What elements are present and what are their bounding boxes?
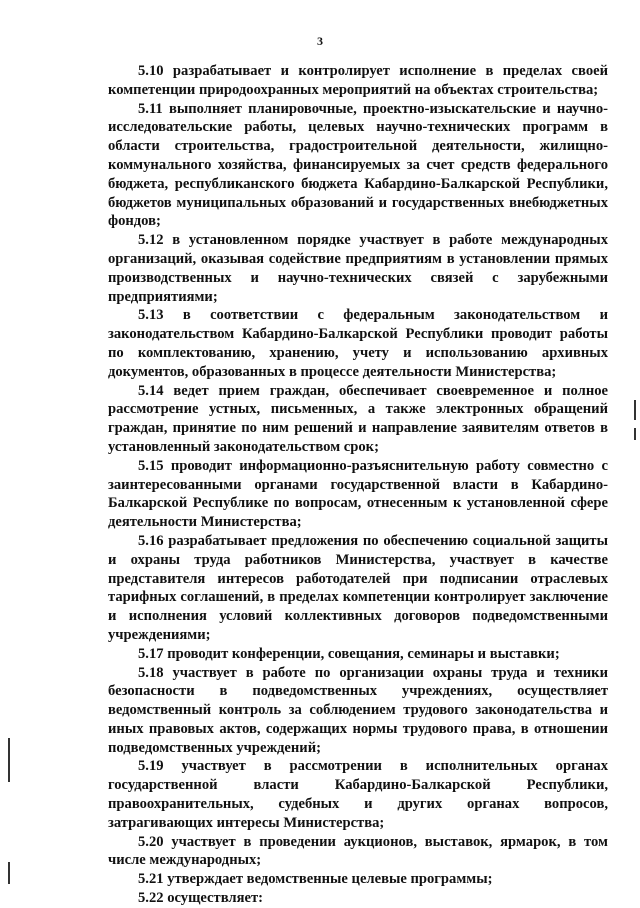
paragraph-5-19: 5.19 участвует в рассмотрении в исполнительных органах государственной власти Кабардино-Балкарской Республики, правоохранительных, судебных и других органах вопросов, затрагивающих интересы Министерства;: [108, 758, 608, 831]
paragraph-5-14: 5.14 ведет прием граждан, обеспечивает своевременное и полное рассмотрение устных, письменных, а также электронных обращений граждан, принятие по ним решений и направление заявителям ответов в установленный законодательством срок;: [108, 382, 608, 455]
paragraph-5-16: 5.16 разрабатывает предложения по обеспечению социальной защиты и охраны труда работников Министерства, участвует в качестве представителя интересов работодателей при подписании отраслевых тарифных соглашений, в пределах компетенции контролирует заключение и исполнения условий коллективных договоров подведомственными учреждениями;: [108, 532, 608, 643]
page-number: 3: [317, 34, 323, 48]
scan-edge-mark: [8, 862, 10, 884]
paragraph-5-12: 5.12 в установленном порядке участвует в работе международных организаций, оказывая содействие предприятиям в установлении прямых производственных и научно-технических связей с зарубежными предприятиями;: [108, 232, 608, 305]
paragraph-5-13: 5.13 в соответствии с федеральным законодательством и законодательством Кабардино-Балкарской Республики проводит работы по комплектованию, хранению, учету и использованию архивных документов, образованных в процессе деятельности Министерства;: [108, 307, 608, 380]
paragraph-5-22: 5.22 осуществляет:: [138, 890, 263, 907]
paragraph-5-20: 5.20 участвует в проведении аукционов, выставок, ярмарок, в том числе международных;: [108, 833, 608, 869]
paragraph-5-17: 5.17 проводит конференции, совещания, семинары и выставки;: [138, 645, 560, 662]
scan-edge-mark: [634, 428, 636, 440]
scan-edge-mark: [8, 738, 10, 782]
paragraph-5-10: 5.10 разрабатывает и контролирует исполнение в пределах своей компетенции природоохранных мероприятий на объектах строительства;: [108, 63, 608, 98]
paragraph-5-15: 5.15 проводит информационно-разъяснительную работу совместно с заинтересованными органами государственной власти в Кабардино-Балкарской Республике по вопросам, отнесенным к установленной сфере деятельности Министерства;: [108, 457, 608, 531]
paragraph-5-21: 5.21 утверждает ведомственные целевые программы;: [138, 871, 493, 888]
scan-edge-mark: [634, 400, 636, 420]
document-body: [108, 62, 608, 908]
paragraph-5-11: 5.11 выполняет планировочные, проектно-изыскательские и научно-исследовательские работы, целевых научно-технических программ в области строительства, градостроительной деятельности, жилищно-коммунального хозяйства, финансируемых за счет средств федерального бюджета, республиканского бюджета Кабардино-Балкарской Республики, бюджетов муниципальных образований и государственных внебюджетных фондов;: [108, 100, 608, 230]
paragraph-5-18: 5.18 участвует в работе по организации охраны труда и техники безопасности в подведомственных учреждениях, осуществляет ведомственный контроль за соблюдением трудового законодательства и иных правовых актов, содержащих нормы трудового права, в отношении подведомственных учреждений;: [108, 664, 608, 756]
